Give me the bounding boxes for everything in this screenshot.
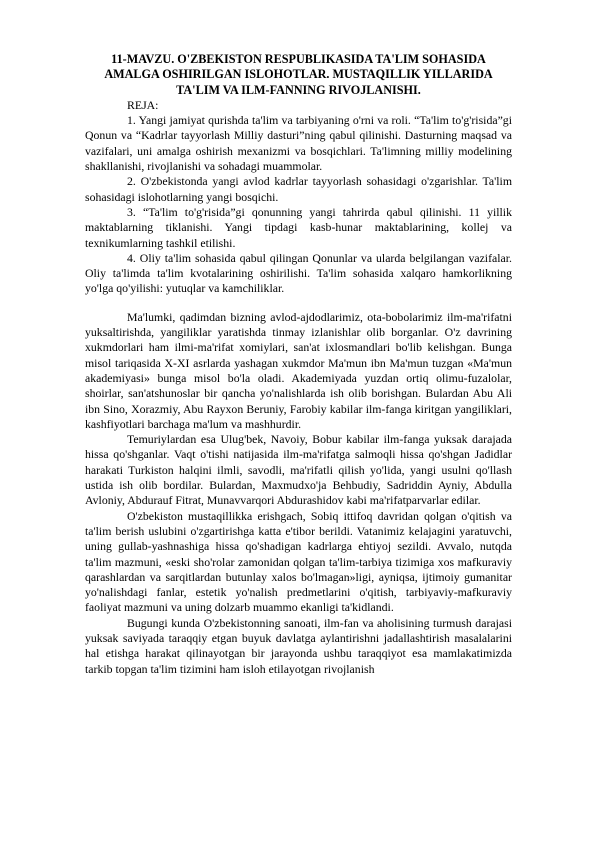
body-paragraph: O'zbekiston mustaqillikka erishgach, Sobiq ittifoq davridan qolgan o'qitish va ta'lim berish uslubini o'zgartirishga katta e'tibor berildi. Vatanimiz kelajagini yaratuvchi, uning gullab-yashnashiga hissa qo'shadigan kadrlarga ehtiyoj sezildi. Avvalo, nutqda ta'lim mazmuni, «eski sho'rolar zamonidan qolgan ta'lim-tarbiya tizimiga xos mafkuraviy qarashlardan va sarqitlardan butunlay xalos bo'lmagan»ligi, ayniqsa, ijtimoiy gumanitar yo'nalishdagi fanlar, estetik yo'nalish predmetlarini o'qitish, tarbiyaviy-mafkuraviy faoliyat mazmuni va uning dolzarb muammo ekanligi ta'kidlandi. xyxy=(85,508,512,615)
body-paragraph: Bugungi kunda O'zbekistonning sanoati, ilm-fan va aholisining turmush darajasi yuksak saviyada taraqqiy etgan buyuk davlatga aylantirishni jadallashtirish masalalarini hal etishga harakat qilinayotgan bir jarayonda ushbu taraqqiyot esa mamlakatimizda tarkib topgan ta'lim tizimini ham isloh etilayotgan rivojlanish xyxy=(85,615,512,676)
plan-item: 2. O'zbekistonda yangi avlod kadrlar tayyorlash sohasidagi o'zgarishlar. Ta'lim sohasidagi islohotlarning yangi bosqichi. xyxy=(85,174,512,204)
title-line: TA'LIM VA ILM-FANNING RIVOJLANISHI. xyxy=(176,82,421,97)
title-line: 11-MAVZU. O'ZBEKISTON RESPUBLIKASIDA TA'LIM SOHASIDA xyxy=(111,52,486,66)
plan-heading: REJA: xyxy=(127,97,159,112)
section-gap xyxy=(85,297,512,310)
body-paragraph: Temuriylardan esa Ulug'bek, Navoiy, Bobur kabilar ilm-fanga yuksak darajada hissa qo'shganlar. Vaqt o'tishi natijasida ilm-ma'rifatga salmoqli hissa qo'shgan Jadidlar harakati Turkiston halqini ilmli, savodli, ma'rifatli qilish yo'lida, yangi usulni qo'llash ustida ish olib bordilar. Bulardan, Maxmudxo'ja Behbudiy, Sadriddin Ayniy, Abdulla Avloniy, Abdurauf Fitrat, Munavvarqori Abdurashidov kabi ma'rifatparvarlar edilar. xyxy=(85,432,512,508)
plan-item: 3. “Ta'lim to'g'risida”gi qonunning yangi tahrirda qabul qilinishi. 11 yillik maktablarning tiklanishi. Yangi tipdagi kasb-hunar maktablarining, kollej va texnikumlarning tashkil etilishi. xyxy=(85,204,512,250)
document-title xyxy=(85,52,512,98)
body-paragraph: Ma'lumki, qadimdan bizning avlod-ajdodlarimiz, ota-bobolarimiz ilm-ma'rifatni yuksaltirishda, yangiliklar yaratishda tinmay izlanishlar olib borganlar. O'z davrining xukmdorlari ham ilmi-ma'rifat xomiylari, san'at ixlosmandlari bo'lib kelishgan. Bunga misol tariqasida X-XI asrlarda yashagan xukmdor Ma'mun ibn Ma'mun tuzgan «Ma'mun akademiyasi» bunga misol bo'la oladi. Akademiyada yuzdan ortiq olimu-fuzalolar, shoirlar, san'atshunoslar bir qancha yo'nalishlarda ish olib borishgan. Bulardan Abu Ali ibn Sino, Xorazmiy, Abu Rayxon Beruniy, Farobiy kabilar ilm-fanga kiritgan yangiliklari, kashfiyotlari barchaga ma'lum va mashhurdir. xyxy=(85,309,512,431)
plan-item: 1. Yangi jamiyat qurishda ta'lim va tarbiyaning o'rni va roli. “Ta'lim to'g'risida”gi Qonun va “Kadrlar tayyorlash Milliy dasturi”ning qabul qilinishi. Dasturning maqsad va vazifalari, uni amalga oshirish mexanizmi va bosqichlari. Ta'limning milliy modelining shakllanishi, rivojlanishi va sohadagi muammolar. xyxy=(85,113,512,174)
plan-item: 4. Oliy ta'lim sohasida qabul qilingan Qonunlar va ularda belgilangan vazifalar. Oliy ta'limda ta'lim kvotalarining oshirilishi. Ta'lim sohasida xalqaro hamkorlikning yo'lga qo'yilishi: yutuqlar va kamchiliklar. xyxy=(85,250,512,296)
title-line: AMALGA OSHIRILGAN ISLOHOTLAR. MUSTAQILLIK YILLARIDA xyxy=(104,67,493,82)
